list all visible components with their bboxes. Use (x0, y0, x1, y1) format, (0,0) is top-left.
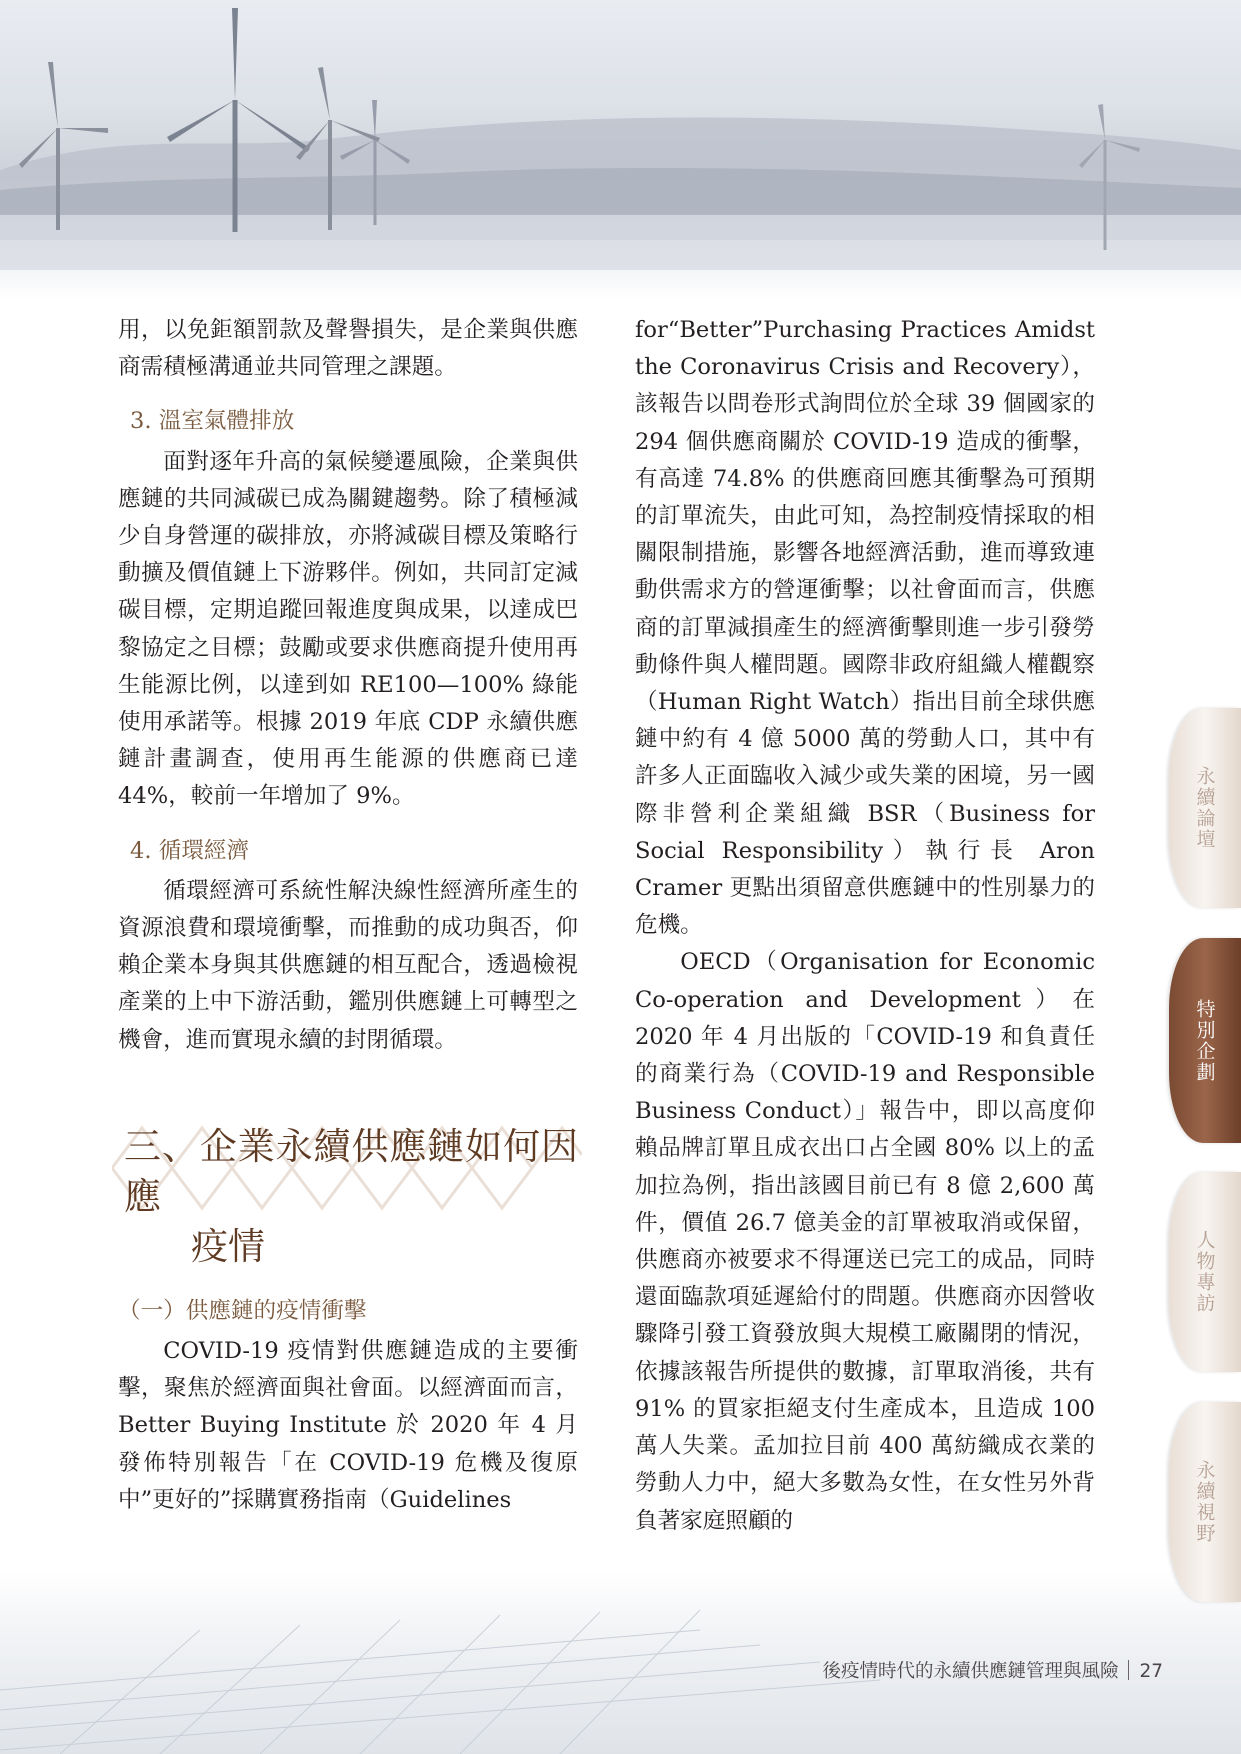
side-tab-interview[interactable] (1169, 1172, 1241, 1372)
wind-farm-illustration (0, 0, 1241, 300)
left-column (118, 312, 578, 1519)
side-tab-sustainability-forum[interactable] (1169, 708, 1241, 908)
page-number: 27 (1139, 1661, 1163, 1682)
side-tab-label: 永續視野 (1193, 1460, 1216, 1544)
header-landscape (0, 0, 1241, 300)
section-title-line1: 三、企業永續供應鏈如何因應 (124, 1124, 578, 1218)
section-title (118, 1114, 578, 1276)
subheading-circular-economy: 4. 循環經濟 (130, 837, 250, 864)
side-tab-sustainability-vision[interactable] (1169, 1402, 1241, 1602)
footer-divider (1128, 1660, 1129, 1680)
section-title-line2: 疫情 (191, 1224, 265, 1268)
paragraph-oecd-report: OECD（Organisation for Economic Co-operation and Development）在 2020 年 4 月出版的「COVID-19 和負責任的商業行為（COVID-19 and Responsible Business Conduct）」報告中，即以高度仰賴品牌訂單且成衣出口占全國 80% 以上的孟加拉為例，指出該國目前已有 8 億 2,600 萬件，價值 26.7 億美金的訂單被取消或保留，供應商亦被要求不得運送已完工的成品，同時還面臨款項延遲給付的問題。供應商亦因營收驟降引發工資發放與大規模工廠關閉的情況，依據該報告所提供的數據，訂單取消後，共有 91% 的買家拒絕支付生產成本，且造成 100 萬人失業。孟加拉目前 400 萬紡織成衣業的勞動人力中，絕大多數為女性，在女性另外背負著家庭照顧的 (635, 949, 1095, 1534)
subsection-heading: （一）供應鏈的疫情衝擊 (118, 1297, 367, 1324)
paragraph-supply-chain-impact: COVID-19 疫情對供應鏈造成的主要衝擊，聚焦於經濟面與社會面。以經濟面而言，Better Buying Institute 於 2020 年 4 月發佈特別報告「在 COVID-19 危機及復原中”更好的”採購實務指南（Guidelines (118, 1338, 578, 1513)
right-column (635, 312, 1095, 1540)
side-tab-label: 永續論壇 (1193, 766, 1216, 850)
paragraph-circular-economy: 循環經濟可系統性解決線性經濟所產生的資源浪費和環境衝擊，而推動的成功與否，仰賴企業本身與其供應鏈的相互配合，透過檢視產業的上中下游活動，鑑別供應鏈上可轉型之機會，進而實現永續的封閉循環。 (118, 877, 578, 1053)
paragraph-survey-impact: for“Better”Purchasing Practices Amidst the Coronavirus Crisis and Recovery），該報告以問卷形式詢問位於全球 39 個國家的 294 個供應商關於 COVID-19 造成的衝擊，有高達 74.8% 的供應商回應其衝擊為可預期的訂單流失，由此可知，為控制疫情採取的相關限制措施，影響各地經濟活動，進而導致連動供需求方的營運衝擊；以社會面而言，供應商的訂單減損產生的經濟衝擊則進一步引發勞動條件與人權問題。國際非政府組織人權觀察（Human Right Watch）指出目前全球供應鏈中約有 4 億 5000 萬的勞動人口，其中有許多人正面臨收入減少或失業的困境，另一國際非營利企業組織 BSR（Business for Social Responsibility）執行長 Aron Cramer 更點出須留意供應鏈中的性別暴力的危機。 (635, 317, 1095, 939)
paragraph-greenhouse-gas: 面對逐年升高的氣候變遷風險，企業與供應鏈的共同減碳已成為關鍵趨勢。除了積極減少自身營運的碳排放，亦將減碳目標及策略行動擴及價值鏈上下游夥伴。例如，共同訂定減碳目標，定期追蹤回報進度與成果，以達成巴黎協定之目標；鼓勵或要求供應商提升使用再生能源比例，以達到如 RE100—100% 綠能使用承諾等。根據 2019 年底 CDP 永續供應鏈計畫調查，使用再生能源的供應商已達 44%，較前一年增加了 9%。 (118, 448, 578, 810)
footer-title: 後疫情時代的永續供應鏈管理與風險 (822, 1661, 1119, 1682)
continued-paragraph: 用，以免鉅額罰款及聲譽損失，是企業與供應商需積極溝通並共同管理之課題。 (118, 317, 578, 381)
page-footer (822, 1657, 1163, 1683)
side-tab-label: 特別企劃 (1193, 998, 1216, 1083)
side-tab-special-feature[interactable] (1169, 938, 1241, 1143)
subheading-greenhouse-gas: 3. 溫室氣體排放 (130, 408, 295, 435)
side-tab-label: 人物專訪 (1193, 1230, 1216, 1314)
